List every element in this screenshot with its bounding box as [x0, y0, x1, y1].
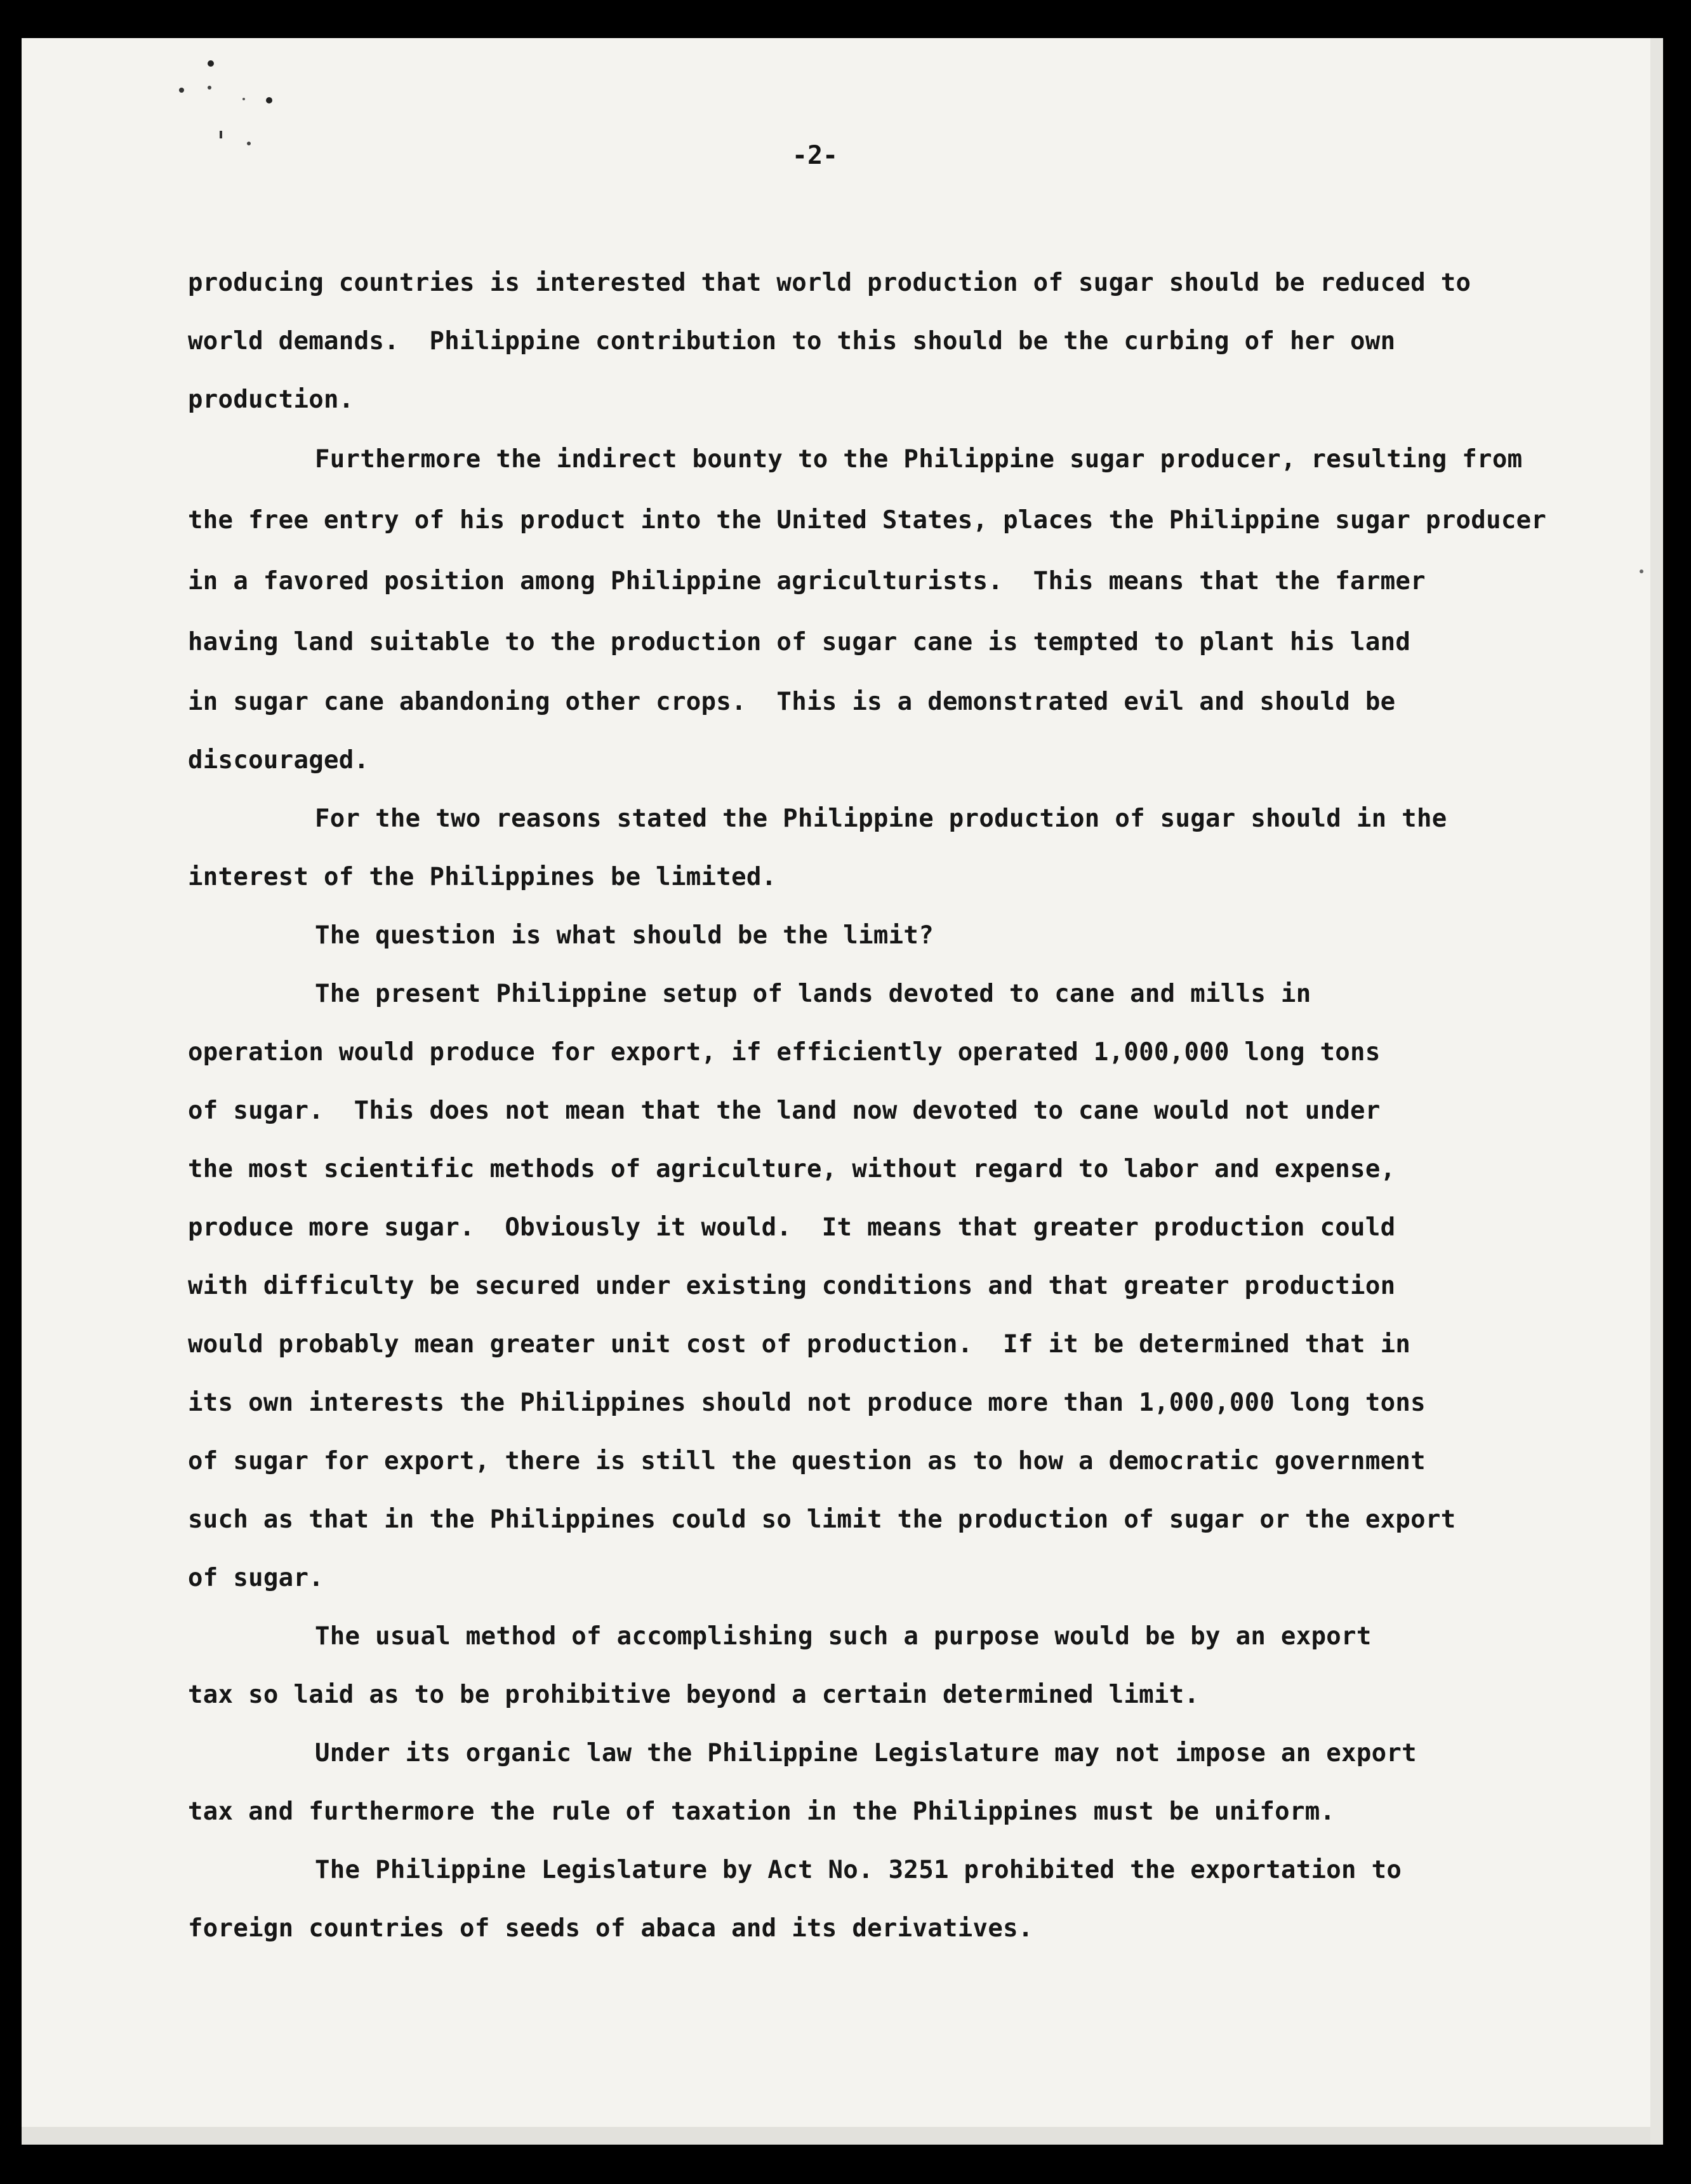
ink-speck [179, 88, 184, 93]
text-line: of sugar. This does not mean that the land now devoted to cane would not under [188, 1096, 1381, 1125]
ink-speck [242, 98, 245, 100]
document-body [188, 254, 1654, 1958]
text-line: For the two reasons stated the Philippine production of sugar should in the [315, 804, 1447, 833]
document-page [22, 38, 1663, 2145]
ink-speck [208, 86, 211, 90]
text-line: would probably mean greater unit cost of production. If it be determined that in [188, 1330, 1411, 1359]
text-line: foreign countries of seeds of abaca and its derivatives. [188, 1914, 1033, 1943]
text-line: The question is what should be the limit? [315, 921, 934, 950]
text-line: in sugar cane abandoning other crops. This is a demonstrated evil and should be [188, 688, 1396, 716]
text-line: the free entry of his product into the United States, places the Philippine sugar producer [188, 506, 1547, 535]
text-line: discouraged. [188, 746, 369, 775]
edge-shadow [22, 2127, 1663, 2145]
text-line: of sugar. [188, 1564, 324, 1592]
ink-speck [247, 142, 251, 145]
text-line: producing countries is interested that world production of sugar should be reduced to [188, 269, 1471, 297]
text-line: of sugar for export, there is still the question as to how a democratic government [188, 1447, 1426, 1475]
text-line: operation would produce for export, if efficiently operated 1,000,000 long tons [188, 1038, 1381, 1067]
page-number: -2- [792, 141, 839, 170]
text-line: The present Philippine setup of lands devoted to cane and mills in [315, 980, 1311, 1008]
text-line: tax so laid as to be prohibitive beyond a certain determined limit. [188, 1681, 1200, 1709]
text-line: Furthermore the indirect bounty to the Philippine sugar producer, resulting from [315, 445, 1523, 474]
ink-speck [266, 97, 272, 103]
text-line: such as that in the Philippines could so limit the production of sugar or the export [188, 1505, 1456, 1534]
text-line: production. [188, 385, 354, 414]
text-line: produce more sugar. Obviously it would. It means that greater production could [188, 1213, 1396, 1242]
text-line: having land suitable to the production of sugar cane is tempted to plant his land [188, 628, 1411, 656]
text-line: the most scientific methods of agriculture, without regard to labor and expense, [188, 1155, 1396, 1183]
text-line: in a favored position among Philippine agriculturists. This means that the farmer [188, 567, 1426, 596]
text-line: Under its organic law the Philippine Legislature may not impose an export [315, 1739, 1417, 1768]
text-line: its own interests the Philippines should not produce more than 1,000,000 long tons [188, 1388, 1426, 1417]
ink-speck [208, 60, 214, 67]
text-line: The usual method of accomplishing such a purpose would be by an export [315, 1622, 1372, 1651]
text-line: interest of the Philippines be limited. [188, 863, 777, 891]
text-line: with difficulty be secured under existing conditions and that greater production [188, 1272, 1396, 1300]
ink-speck [220, 131, 222, 138]
text-line: world demands. Philippine contribution to this should be the curbing of her own [188, 327, 1396, 356]
text-line: tax and furthermore the rule of taxation in the Philippines must be uniform. [188, 1797, 1336, 1826]
text-line: The Philippine Legislature by Act No. 3251 prohibited the exportation to [315, 1856, 1402, 1884]
